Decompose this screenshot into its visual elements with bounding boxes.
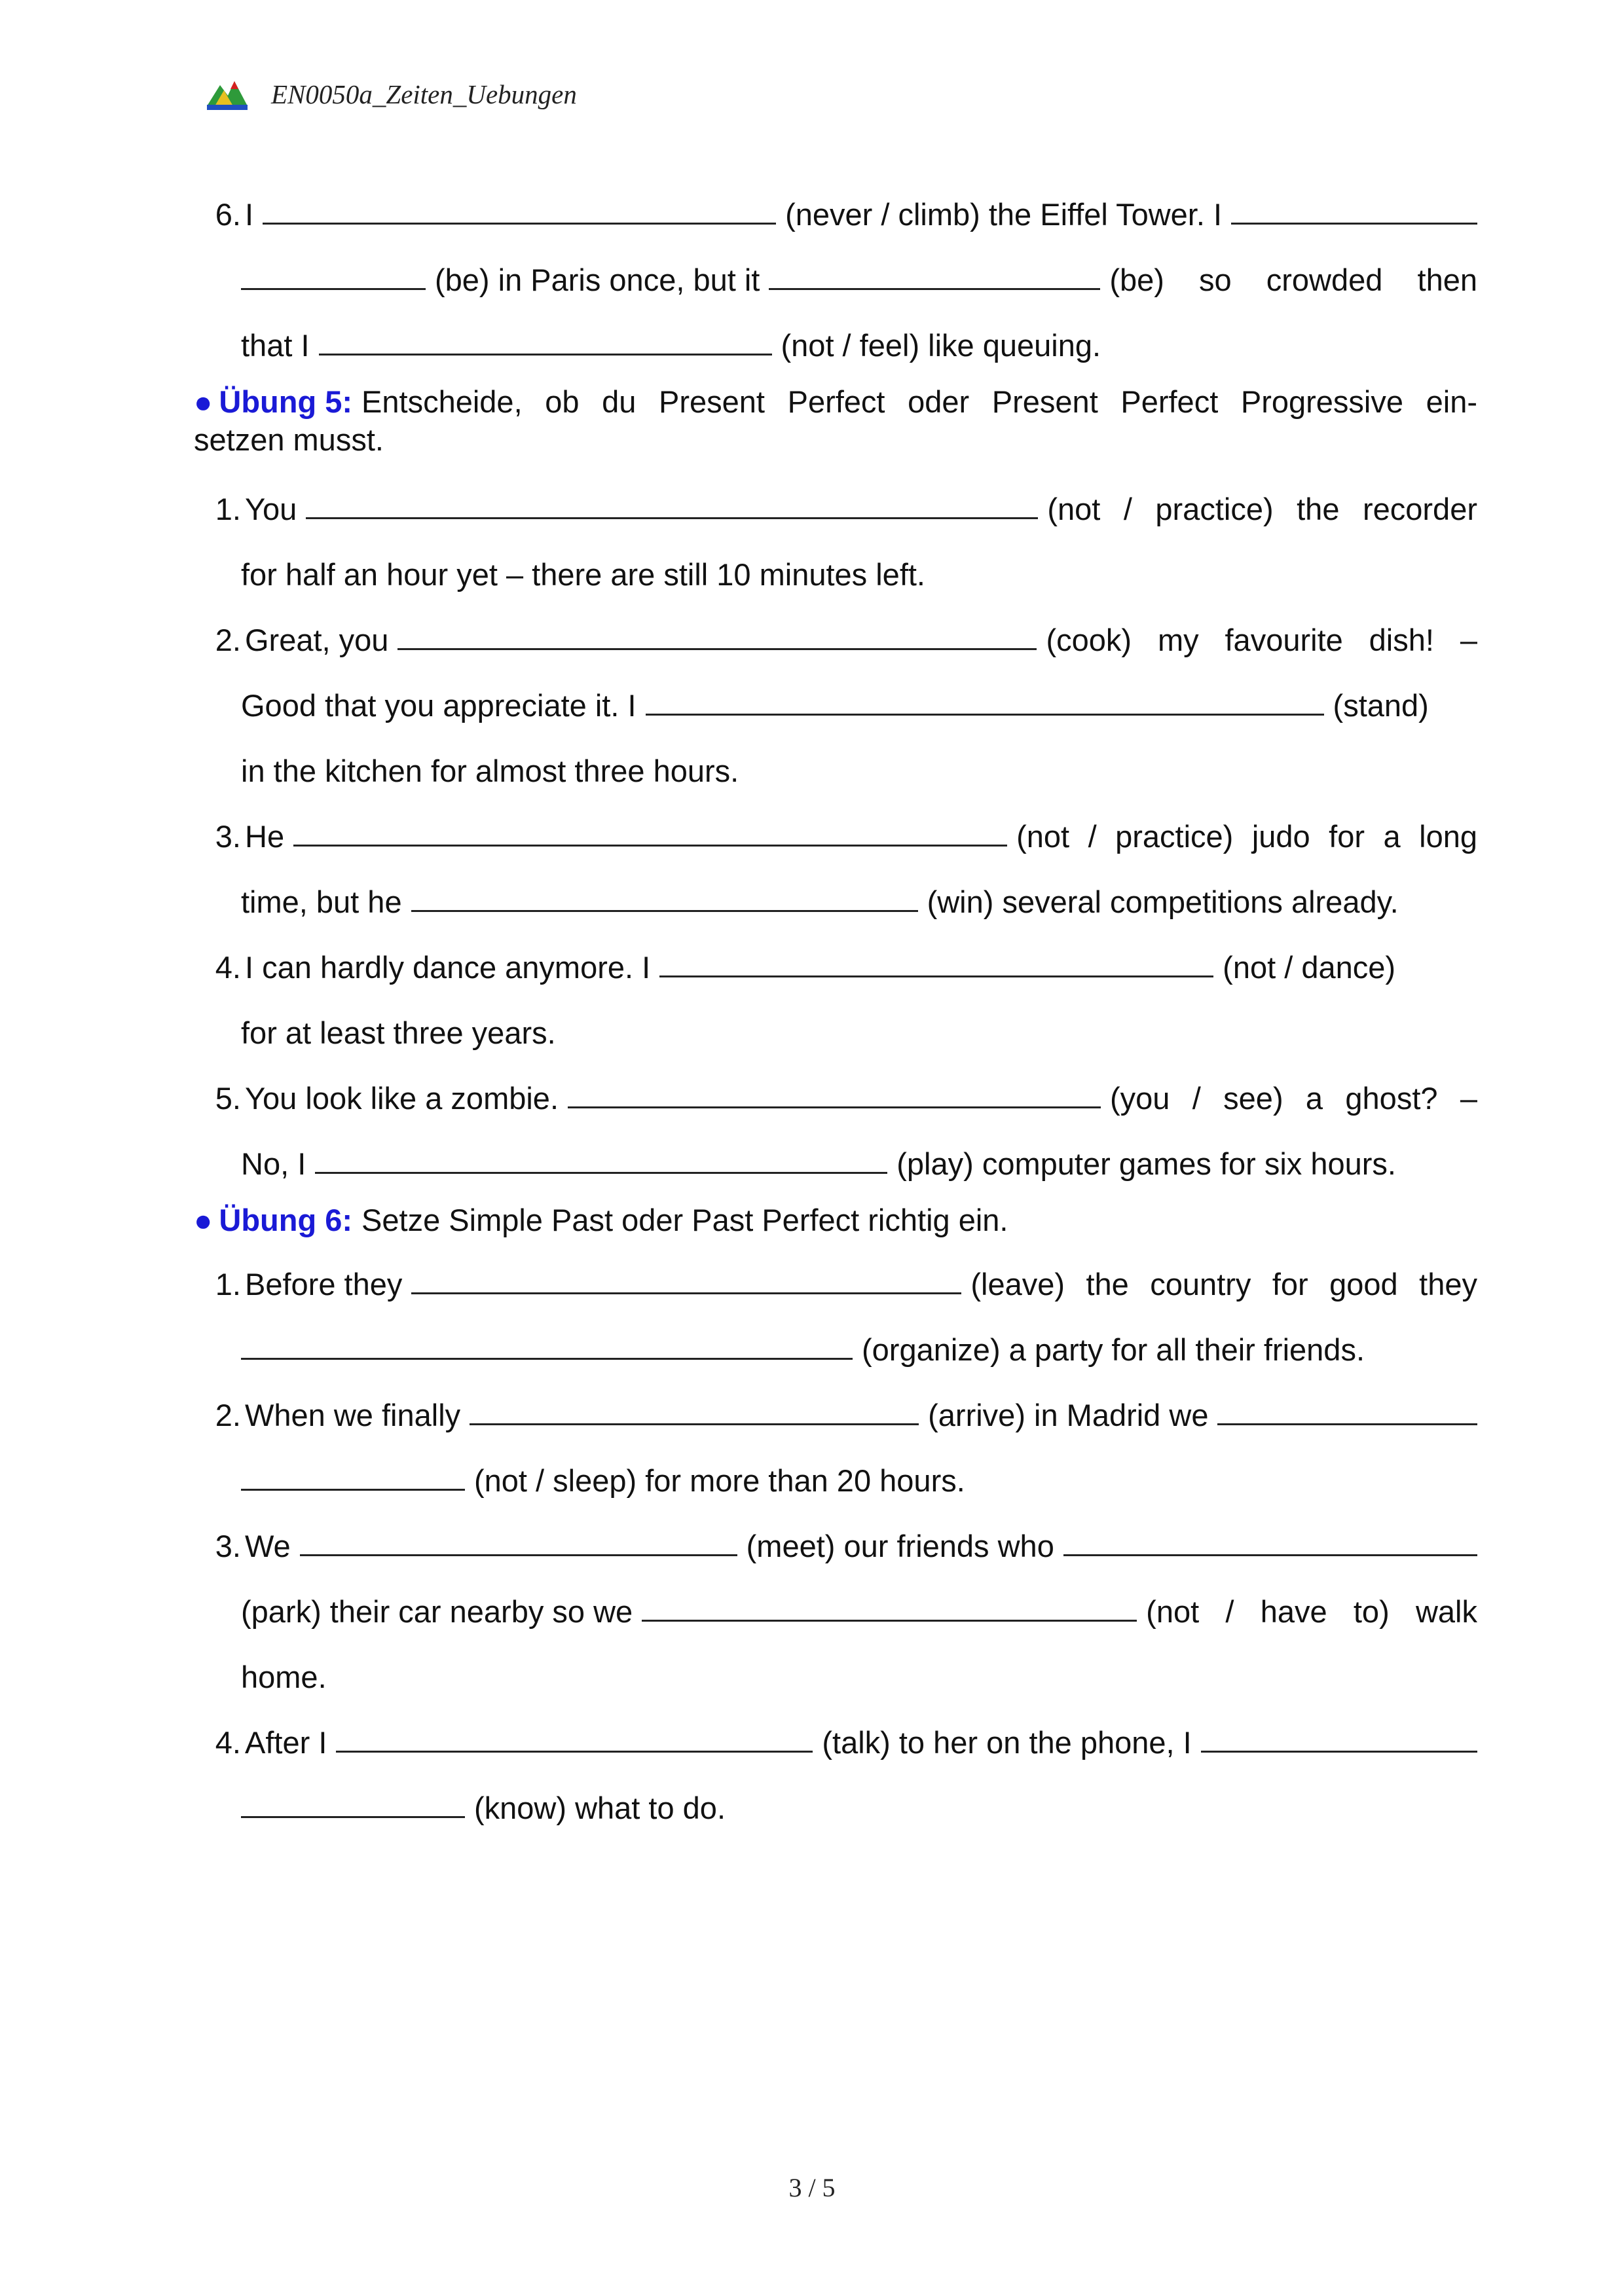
page-header bbox=[204, 73, 577, 115]
answer-blank[interactable] bbox=[659, 973, 1213, 977]
mountain-logo-icon bbox=[204, 76, 250, 113]
item-number: 2. bbox=[215, 1398, 241, 1432]
exercise-line bbox=[194, 985, 1477, 1051]
item-text: Good that you appreciate it. I bbox=[241, 688, 637, 723]
item-text: (never / climb) the Eiffel Tower. I bbox=[785, 197, 1223, 232]
item-text: You look like a zombie. bbox=[245, 1081, 559, 1116]
exercise-line bbox=[194, 527, 1477, 592]
exercise-6-heading bbox=[194, 1201, 1477, 1239]
item-text: When we finally bbox=[245, 1398, 461, 1432]
answer-blank[interactable] bbox=[769, 285, 1100, 290]
item-number: 3. bbox=[215, 1529, 241, 1563]
worksheet-content bbox=[194, 167, 1477, 1826]
exercise-line bbox=[194, 1630, 1477, 1695]
answer-blank[interactable] bbox=[241, 1355, 853, 1360]
exercise-instruction-cont: setzen musst. bbox=[194, 422, 384, 457]
answer-blank[interactable] bbox=[470, 1421, 919, 1425]
answer-blank[interactable] bbox=[336, 1748, 813, 1753]
item-text: in the kitchen for almost three hours. bbox=[241, 754, 739, 788]
answer-blank[interactable] bbox=[319, 351, 772, 355]
item-text: that I bbox=[241, 328, 310, 363]
exercise-line bbox=[194, 920, 1477, 985]
item-number: 5. bbox=[215, 1081, 241, 1116]
exercise-line bbox=[194, 1368, 1477, 1433]
item-number: 1. bbox=[215, 1267, 241, 1302]
exercise-instruction: Setze Simple Past oder Past Perfect richtig ein. bbox=[361, 1203, 1008, 1237]
answer-blank[interactable] bbox=[411, 1290, 961, 1294]
item-text: (arrive) in Madrid we bbox=[928, 1398, 1209, 1432]
exercise-5-heading bbox=[194, 383, 1477, 459]
answer-blank[interactable] bbox=[241, 1486, 465, 1491]
exercise-line bbox=[194, 1433, 1477, 1499]
exercise-instruction: Entscheide, ob du Present Perfect oder Present Perfect Progressive ein- bbox=[361, 384, 1477, 419]
item-text: (know) what to do. bbox=[474, 1791, 726, 1825]
exercise-line bbox=[194, 658, 1477, 723]
bullet-icon: ● bbox=[194, 384, 213, 419]
page-number: 3 / 5 bbox=[788, 2173, 836, 2202]
exercise-line bbox=[194, 1499, 1477, 1564]
exercise-line bbox=[194, 1302, 1477, 1368]
item-text: (stand) bbox=[1333, 688, 1429, 723]
instruction-line bbox=[194, 1201, 1477, 1239]
item-text: (not / sleep) for more than 20 hours. bbox=[474, 1463, 965, 1498]
answer-blank[interactable] bbox=[315, 1169, 887, 1174]
item-number: 2. bbox=[215, 623, 241, 657]
exercise-line bbox=[194, 167, 1477, 232]
answer-blank[interactable] bbox=[568, 1104, 1101, 1108]
item-text: (play) computer games for six hours. bbox=[896, 1146, 1396, 1181]
exercise-line bbox=[194, 592, 1477, 658]
item-text: (not / have to) walk bbox=[1146, 1594, 1477, 1629]
item-number: 4. bbox=[215, 950, 241, 985]
item-text: I can hardly dance anymore. I bbox=[245, 950, 651, 985]
answer-blank[interactable] bbox=[241, 1813, 465, 1818]
exercise-line bbox=[194, 1695, 1477, 1760]
item-number: 6. bbox=[215, 197, 241, 232]
exercise-line bbox=[194, 1564, 1477, 1630]
item-text: Great, you bbox=[245, 623, 389, 657]
answer-blank[interactable] bbox=[306, 515, 1038, 519]
item-text: (not / practice) the recorder bbox=[1047, 492, 1477, 526]
exercise-line bbox=[194, 462, 1477, 527]
answer-blank[interactable] bbox=[1063, 1552, 1477, 1556]
answer-blank[interactable] bbox=[263, 220, 776, 225]
exercise-line bbox=[194, 789, 1477, 854]
answer-blank[interactable] bbox=[1217, 1421, 1477, 1425]
item-text: for at least three years. bbox=[241, 1015, 556, 1050]
exercise-line bbox=[194, 232, 1477, 298]
item-text: (not / feel) like queuing. bbox=[781, 328, 1101, 363]
exercise-line bbox=[194, 1760, 1477, 1826]
answer-blank[interactable] bbox=[397, 646, 1037, 650]
item-number: 4. bbox=[215, 1725, 241, 1760]
answer-blank[interactable] bbox=[411, 907, 918, 912]
item-text: After I bbox=[245, 1725, 327, 1760]
item-text: (win) several competitions already. bbox=[927, 884, 1399, 919]
answer-blank[interactable] bbox=[1201, 1748, 1477, 1753]
bullet-icon: ● bbox=[194, 1203, 213, 1237]
item-text: (be) in Paris once, but it bbox=[435, 263, 760, 297]
answer-blank[interactable] bbox=[300, 1552, 737, 1556]
item-text: (you / see) a ghost? – bbox=[1110, 1081, 1477, 1116]
item-text: (meet) our friends who bbox=[746, 1529, 1054, 1563]
item-text: (not / practice) judo for a long bbox=[1016, 819, 1477, 854]
item-number: 3. bbox=[215, 819, 241, 854]
answer-blank[interactable] bbox=[241, 285, 426, 290]
item-text: (talk) to her on the phone, I bbox=[822, 1725, 1192, 1760]
answer-blank[interactable] bbox=[646, 711, 1324, 716]
exercise-line bbox=[194, 854, 1477, 920]
item-text: (park) their car nearby so we bbox=[241, 1594, 633, 1629]
item-number: 1. bbox=[215, 492, 241, 526]
item-text: (organize) a party for all their friends. bbox=[862, 1332, 1365, 1367]
document-id: EN0050a_Zeiten_Uebungen bbox=[271, 79, 577, 109]
answer-blank[interactable] bbox=[642, 1617, 1137, 1622]
item-text: We bbox=[245, 1529, 291, 1563]
item-text: (be) so crowded then bbox=[1109, 263, 1477, 297]
item-text: Before they bbox=[245, 1267, 403, 1302]
item-text: (leave) the country for good they bbox=[970, 1267, 1477, 1302]
item-text: No, I bbox=[241, 1146, 306, 1181]
item-text: He bbox=[245, 819, 285, 854]
exercise-title: Übung 6: bbox=[219, 1203, 353, 1237]
instruction-line bbox=[194, 383, 1477, 421]
item-text: home. bbox=[241, 1660, 327, 1694]
exercise-line bbox=[194, 1242, 1477, 1302]
item-text: I bbox=[245, 197, 254, 232]
answer-blank[interactable] bbox=[1231, 220, 1477, 225]
item-text: for half an hour yet – there are still 10 minutes left. bbox=[241, 557, 925, 592]
exercise-title: Übung 5: bbox=[219, 384, 353, 419]
exercise-line bbox=[194, 1116, 1477, 1182]
exercise-line bbox=[194, 1051, 1477, 1116]
exercise-line bbox=[194, 723, 1477, 789]
exercise-line bbox=[194, 298, 1477, 363]
answer-blank[interactable] bbox=[293, 842, 1007, 847]
item-text: (not / dance) bbox=[1223, 950, 1396, 985]
item-text: time, but he bbox=[241, 884, 402, 919]
item-text: You bbox=[245, 492, 297, 526]
item-text: (cook) my favourite dish! – bbox=[1046, 623, 1477, 657]
